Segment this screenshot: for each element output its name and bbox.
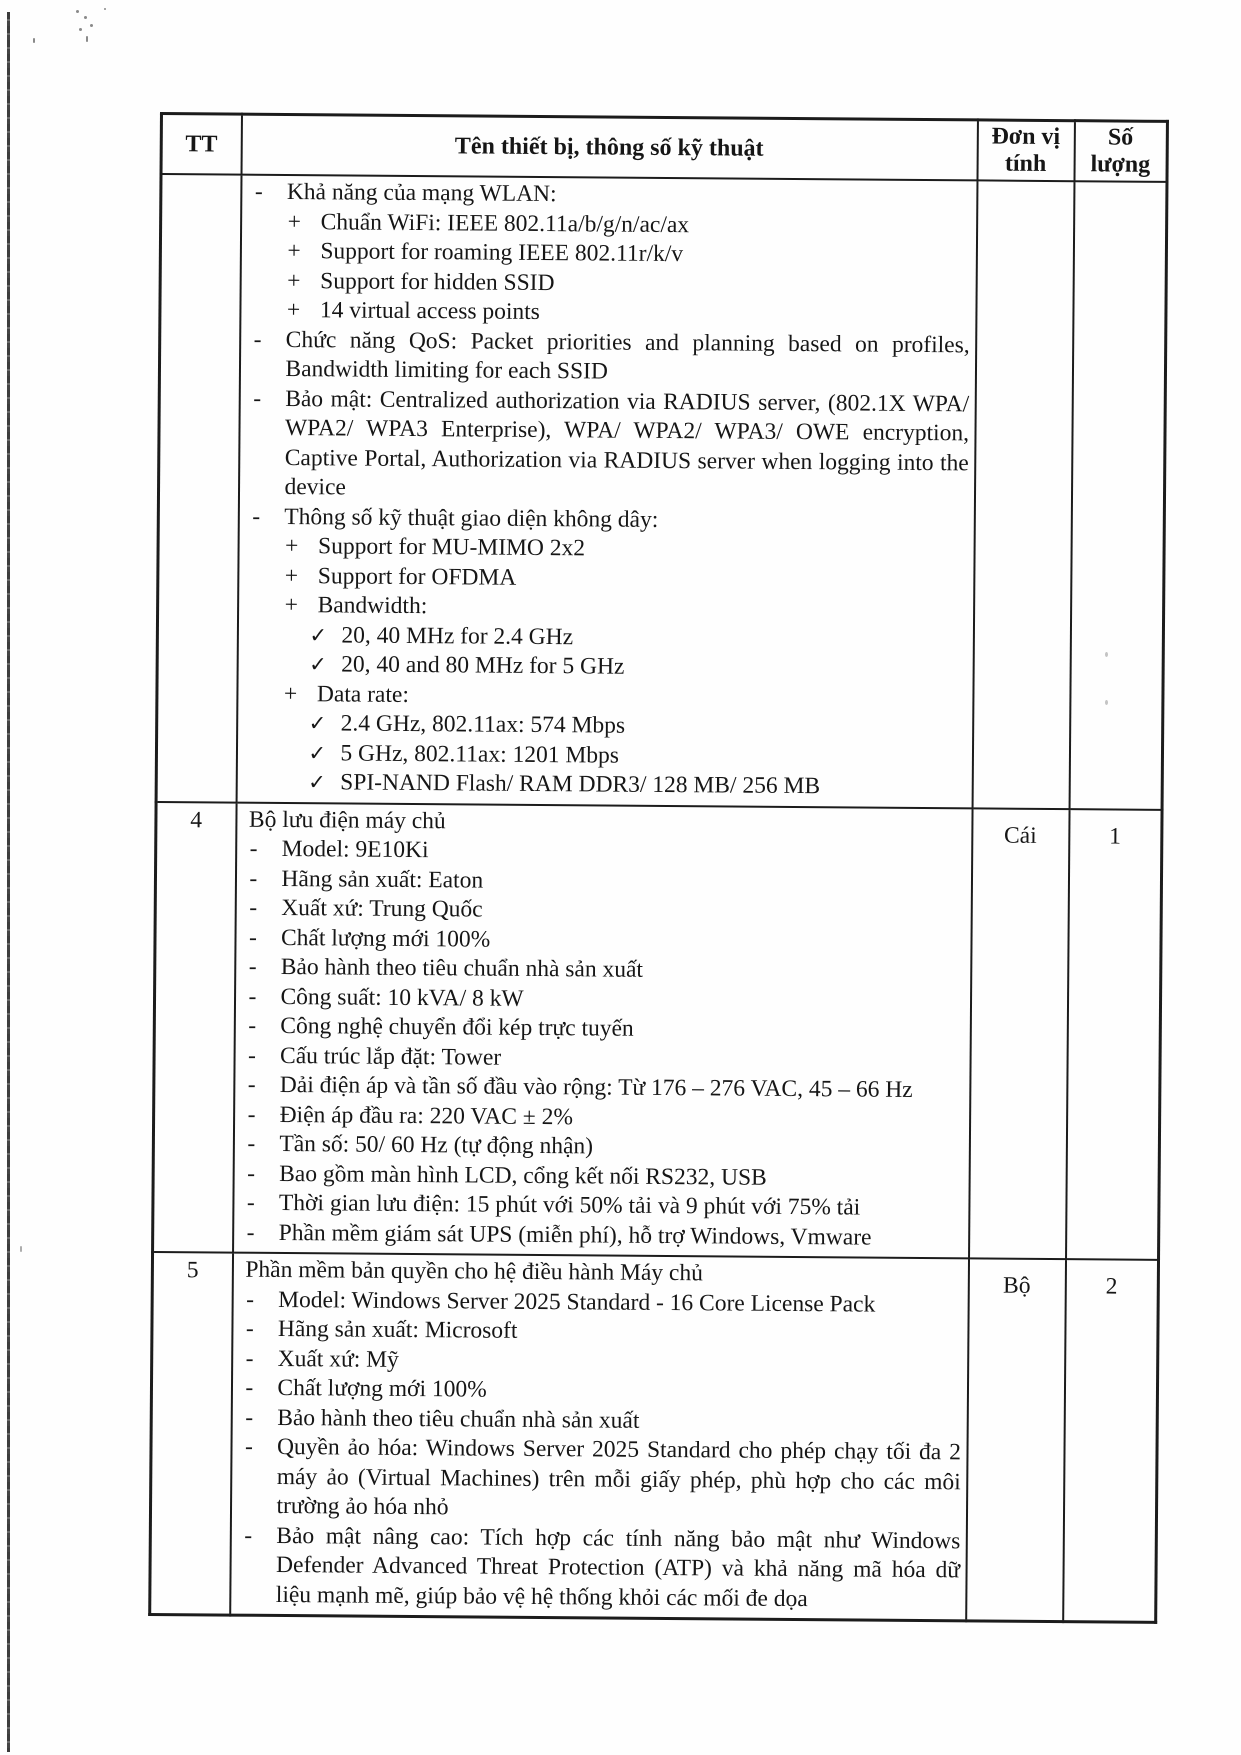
spec-item-text: Cấu trúc lắp đặt: Tower [279, 1042, 502, 1071]
spec-item-text: 14 virtual access points [319, 297, 540, 325]
spec-cell-content [234, 805, 966, 1253]
spec-item-text: Chất lượng mới 100% [280, 924, 491, 953]
scan-speck [79, 28, 82, 31]
dash-marker: - [247, 1101, 256, 1128]
spec-item-text: Quyền ảo hóa: Windows Server 2025 Standard cho phép chạy tối đa 2 máy ảo (Virtual Machines) trên mỗi giấy phép, phù hợp cho các môi trường ảo hóa nhỏ [276, 1433, 962, 1521]
dash-marker: - [248, 953, 257, 980]
spec-item-text: Support for OFDMA [317, 562, 517, 591]
spec-item-text: Phần mềm giám sát UPS (miễn phí), hỗ trợ Windows, Vmware [278, 1219, 872, 1251]
spec-item-text: Xuất xứ: Trung Quốc [281, 894, 483, 923]
spec-item [240, 325, 969, 390]
tt-cell: 5 [150, 1252, 233, 1615]
dash-marker: - [254, 178, 263, 205]
device-title: Bộ lưu điện máy chủ [248, 806, 446, 834]
scan-speck [90, 24, 93, 27]
dash-marker: - [248, 983, 257, 1010]
spec-item-text: SPI-NAND Flash/ RAM DDR3/ 128 MB/ 256 MB [340, 769, 821, 800]
check-marker: ✓ [308, 740, 327, 765]
spec-item-text: 20, 40 and 80 MHz for 5 GHz [341, 651, 625, 680]
qty-cell: 2 [1063, 1259, 1159, 1622]
spec-cell [233, 802, 973, 1258]
spec-item [231, 1433, 961, 1527]
col-header-tt: TT [161, 114, 241, 175]
plus-marker: + [287, 208, 302, 235]
dash-marker: - [249, 865, 258, 892]
unit-cell: Bộ [966, 1258, 1066, 1621]
scan-speck [76, 10, 79, 13]
spec-item [239, 384, 969, 508]
dash-marker: - [246, 1189, 255, 1216]
spec-item-text: Thông số kỹ thuật giao diện không dây: [284, 503, 659, 533]
plus-marker: + [287, 238, 301, 265]
spec-item-text: Bảo hành theo tiêu chuẩn nhà sản xuất [280, 953, 644, 983]
spec-cell [230, 1253, 969, 1621]
spec-item-text: Data rate: [316, 680, 410, 708]
spec-item-text: Dải điện áp và tần số đầu vào rộng: Từ 176 – 276 VAC, 45 – 66 Hz [279, 1071, 913, 1103]
spec-item [231, 1521, 961, 1615]
dash-marker: - [249, 894, 258, 921]
dash-marker: - [247, 1130, 256, 1157]
spec-item-text: Xuất xứ: Mỹ [277, 1345, 399, 1373]
check-marker: ✓ [309, 652, 327, 677]
plus-marker: + [286, 297, 301, 324]
spec-item-text: Bảo mật: Centralized authorization via RADIUS server, (802.1X WPA/ WPA2/ WPA3 Enterprise), WPA/ WPA2/ WPA3/ OWE encryption, Captive Portal, Authorization via RADIUS server when logging into the device [284, 385, 970, 501]
spec-item-text: Bandwidth: [317, 592, 428, 620]
spec-cell [236, 175, 977, 808]
plus-marker: + [284, 591, 298, 619]
dash-marker: - [246, 1219, 255, 1246]
unit-cell [972, 180, 1074, 808]
dash-marker: - [248, 1012, 257, 1039]
spec-item-text: Bảo mật nâng cao: Tích hợp các tính năng bảo mật như Windows Defender Advanced Threat Protection (ATP) và khả năng mã hóa dữ liệu mạnh mẽ, giúp bảo vệ hệ thống khỏi các mối đe dọa [275, 1522, 961, 1612]
spec-item-text: Công suất: 10 kVA/ 8 kW [280, 983, 524, 1012]
spec-item-text: Thời gian lưu điện: 15 phút với 50% tải và 9 phút với 75% tải [278, 1189, 861, 1221]
spec-table [148, 112, 1169, 1624]
spec-item-text: Bảo hành theo tiêu chuẩn nhà sản xuất [277, 1404, 640, 1434]
dash-marker: - [247, 1071, 256, 1098]
spec-cell-content [237, 178, 971, 803]
spec-item-text: Bao gồm màn hình LCD, cổng kết nối RS232, USB [279, 1160, 767, 1191]
table-row [156, 174, 1167, 809]
scan-speck [20, 1246, 22, 1252]
spec-cell-content [231, 1256, 963, 1616]
table-row [150, 1252, 1159, 1622]
unit-cell: Cái [969, 808, 1070, 1259]
scan-speck [86, 36, 88, 42]
dash-marker: - [247, 1042, 257, 1069]
spec-item-text: 20, 40 MHz for 2.4 GHz [341, 621, 574, 650]
check-marker: ✓ [309, 622, 328, 647]
plus-marker: + [284, 562, 299, 589]
spec-item-text: Hãng sản xuất: Eaton [281, 865, 484, 894]
dash-marker: - [252, 503, 261, 530]
scan-speck [33, 38, 35, 43]
spec-item-text: 2.4 GHz, 802.11ax: 574 Mbps [340, 710, 626, 739]
dash-marker: - [253, 326, 262, 353]
spec-item-text: Chất lượng mới 100% [277, 1374, 487, 1403]
scan-edge-line [7, 12, 10, 1752]
dash-marker: - [248, 924, 257, 951]
spec-item-text: Model: Windows Server 2025 Standard - 16 Core License Pack [278, 1286, 876, 1318]
dash-marker: - [244, 1522, 253, 1549]
plus-marker: + [284, 532, 299, 560]
qty-cell [1069, 181, 1167, 809]
scan-speck [84, 16, 87, 19]
spec-item [237, 768, 966, 803]
spec-item-text: Công nghệ chuyển đổi kép trực tuyến [280, 1012, 634, 1042]
spec-item-text: Hãng sản xuất: Microsoft [277, 1315, 518, 1344]
tt-cell [156, 174, 241, 802]
dash-marker: - [253, 385, 262, 412]
device-title: Phần mềm bản quyền cho hệ điều hành Máy chủ [245, 1256, 703, 1287]
table-row [153, 801, 1163, 1259]
dash-marker: - [245, 1345, 254, 1372]
spec-item-text: 5 GHz, 802.11ax: 1201 Mbps [340, 739, 620, 769]
header-row [161, 114, 1167, 182]
spec-item-text: Tần số: 50/ 60 Hz (tự động nhận) [279, 1130, 594, 1160]
spec-item-text: Support for MU-MIMO 2x2 [317, 533, 586, 562]
col-header-unit: Đơn vị tính [977, 120, 1074, 181]
plus-marker: + [287, 267, 301, 294]
spec-item-text: Chức năng QoS: Packet priorities and planning based on profiles, Bandwidth limiting for each SSID [285, 326, 970, 385]
dash-marker: - [245, 1315, 254, 1342]
dash-marker: - [249, 835, 258, 862]
spec-item [234, 1218, 963, 1253]
spec-item-text: Support for hidden SSID [320, 267, 555, 296]
check-marker: ✓ [308, 770, 326, 795]
dash-marker: - [245, 1404, 254, 1431]
spec-table-header [161, 114, 1167, 182]
spec-item-text: Điện áp đầu ra: 220 VAC ± 2% [279, 1101, 574, 1130]
spec-table-body [150, 174, 1167, 1622]
dash-marker: - [246, 1286, 255, 1313]
tt-cell: 4 [153, 801, 237, 1252]
spec-item-text: Khả năng của mạng WLAN: [286, 178, 557, 208]
scan-speck [104, 8, 106, 10]
dash-marker: - [244, 1433, 253, 1460]
dash-marker: - [245, 1374, 254, 1401]
col-header-qty: Số lượng [1074, 121, 1167, 182]
plus-marker: + [283, 680, 298, 707]
qty-cell: 1 [1066, 809, 1163, 1260]
check-marker: ✓ [308, 711, 327, 736]
dash-marker: - [247, 1160, 256, 1187]
spec-item-text: Chuẩn WiFi: IEEE 802.11a/b/g/n/ac/ax [320, 208, 690, 238]
spec-item-text: Support for roaming IEEE 802.11r/k/v [320, 238, 684, 268]
col-header-name: Tên thiết bị, thông số kỹ thuật [241, 114, 977, 180]
spec-item-text: Model: 9E10Ki [281, 835, 429, 864]
